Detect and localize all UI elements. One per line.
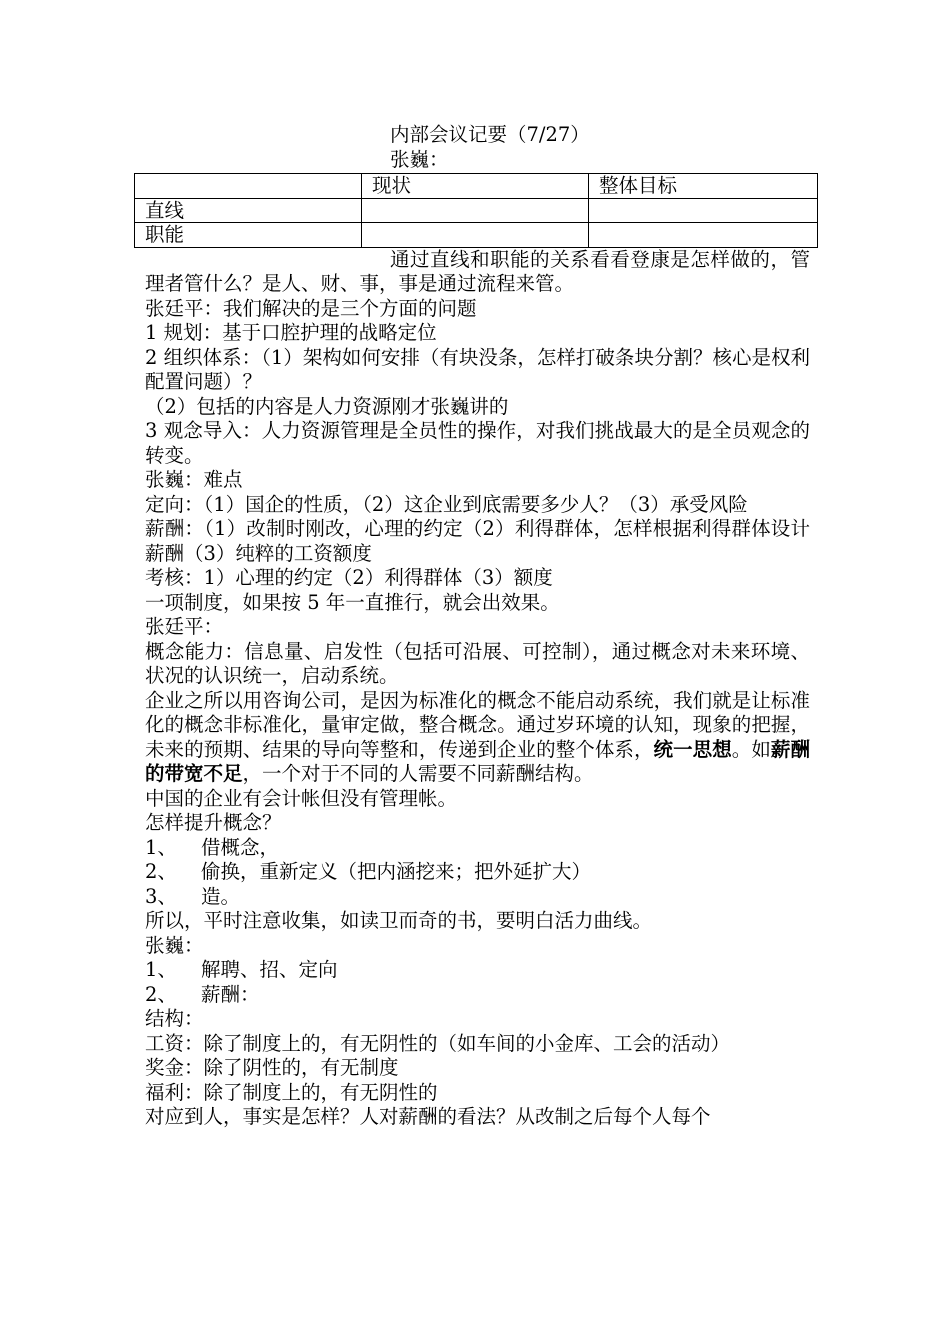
paragraph: 薪酬：（1）改制时刚改，心理的约定（2）利得群体，怎样根据利得群体设计薪酬（3）纯粹的工资额度 xyxy=(145,517,810,565)
list-text: 造。 xyxy=(201,884,241,908)
list-item xyxy=(145,836,810,861)
paragraph: 3 观念导入：人力资源管理是全员性的操作，对我们挑战最大的是全员观念的转变。 xyxy=(145,419,810,467)
paragraph: 所以，平时注意收集，如读卫而奇的书，要明白活力曲线。 xyxy=(145,909,653,932)
paragraph: 张廷平：我们解决的是三个方面的问题 xyxy=(145,296,477,320)
paragraph: 通过直线和职能的关系看看登康是怎样做的，管理者管什么？是人、财、事，事是通过流程来管。 xyxy=(145,247,810,295)
table-row-label-line: 直线 xyxy=(135,198,362,223)
list-text: 解聘、招、定向 xyxy=(201,958,338,981)
numbered-list xyxy=(145,958,810,1007)
table-cell xyxy=(589,198,818,223)
paragraph: 怎样提升概念？ xyxy=(145,811,282,834)
bold-text: 统一思想 xyxy=(653,737,732,761)
paragraph: 福利：除了制度上的，有无阴性的 xyxy=(145,1080,438,1104)
document-title: 内部会议记要（7/27） xyxy=(390,123,590,146)
list-item xyxy=(145,885,810,910)
list-number: 1、 xyxy=(145,958,177,981)
list-text: 借概念， xyxy=(201,835,280,859)
table-header-current: 现状 xyxy=(362,174,589,199)
paragraph: 张巍： xyxy=(145,933,204,957)
text-run: ，一个对于不同的人需要不同薪酬结构。 xyxy=(242,762,594,785)
table-header-row xyxy=(135,174,818,199)
list-text: 薪酬： xyxy=(201,982,260,1006)
paragraph: 2 组织体系：（1）架构如何安排（有块没条，怎样打破条块分割？核心是权利配置问题）？ xyxy=(145,345,810,393)
table-row xyxy=(135,198,818,223)
paragraph: 结构： xyxy=(145,1007,204,1030)
paragraph: 奖金：除了阴性的，有无制度 xyxy=(145,1056,399,1079)
table-cell xyxy=(362,198,589,223)
paragraph: 考核：1）心理的约定（2）利得群体（3）额度 xyxy=(145,566,553,589)
paragraph: （2）包括的内容是人力资源刚才张巍讲的 xyxy=(145,394,509,418)
speaker-zhangwei: 张巍： xyxy=(390,147,449,171)
list-number: 1、 xyxy=(145,835,177,859)
paragraph xyxy=(145,689,810,787)
list-number: 3、 xyxy=(145,884,177,908)
table-header-goal: 整体目标 xyxy=(589,174,818,199)
text-run: 企业之所以用咨询公司，是因为标准化的概念不能启动系统，我们就是让标准化的概念非标准化，量审定做，整合概念。通过岁环境的认知，现象的把握，未来的预期、结果的导向等整和，传递到企业的整个体系， xyxy=(145,688,810,761)
list-text: 偷换，重新定义（把内涵挖来；把外延扩大） xyxy=(201,860,592,883)
bold-text: 薪酬的带宽不足 xyxy=(145,737,810,785)
list-item xyxy=(145,983,810,1008)
paragraph: 工资：除了制度上的，有无阴性的（如车间的小金库、工会的活动） xyxy=(145,1031,731,1055)
paragraph: 概念能力：信息量、启发性（包括可沿展、可控制），通过概念对未来环境、状况的认识统一，启动系统。 xyxy=(145,639,810,687)
table-cell xyxy=(362,223,589,248)
table-cell xyxy=(135,174,362,199)
paragraph: 张廷平： xyxy=(145,615,224,638)
paragraph: 对应到人，事实是怎样？人对薪酬的看法？从改制之后每个人每个 xyxy=(145,1105,711,1128)
numbered-list xyxy=(145,836,810,910)
table-cell xyxy=(589,223,818,248)
paragraph: 中国的企业有会计帐但没有管理帐。 xyxy=(145,786,458,810)
status-goal-table xyxy=(134,173,818,248)
paragraph: 一项制度，如果按 5 年一直推行，就会出效果。 xyxy=(145,590,560,614)
document-body xyxy=(145,123,810,1130)
paragraph: 定向：（1）国企的性质，（2）这企业到底需要多少人？（3）承受风险 xyxy=(145,492,748,516)
paragraph: 1 规划：基于口腔护理的战略定位 xyxy=(145,321,437,344)
list-item xyxy=(145,958,810,983)
paragraph: 张巍：难点 xyxy=(145,468,243,491)
list-number: 2、 xyxy=(145,982,177,1006)
text-run: 。如 xyxy=(731,737,771,761)
table-row-label-function: 职能 xyxy=(135,223,362,248)
table-row xyxy=(135,223,818,248)
list-item xyxy=(145,860,810,885)
list-number: 2、 xyxy=(145,860,177,883)
